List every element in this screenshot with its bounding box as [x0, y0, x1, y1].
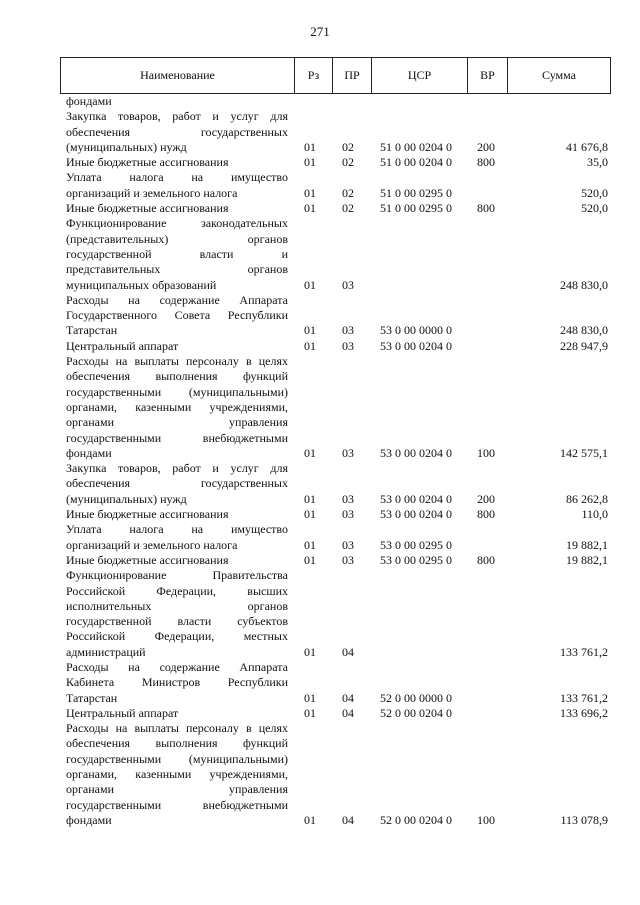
page-number: 271 — [310, 24, 330, 39]
row-name-line: Центральный аппарат — [66, 338, 179, 353]
row-name-line: представительных органов — [66, 262, 288, 277]
table-row — [0, 461, 640, 507]
row-name-line: государственными (муниципальными) — [66, 751, 288, 766]
row-vr: 100 — [477, 445, 495, 460]
row-pr: 03 — [342, 537, 354, 552]
row-name-line: Закупка товаров, работ и услуг для — [66, 109, 288, 124]
row-sum: 520,0 — [581, 201, 608, 216]
table-row — [0, 522, 640, 553]
row-name-line: органами, казенными учреждениями, — [66, 399, 288, 414]
row-sum: 248 830,0 — [560, 277, 608, 292]
row-csr: 53 0 00 0204 0 — [380, 507, 452, 522]
header-pr: ПР — [332, 58, 371, 93]
row-name-line: государственной власти субъектов — [66, 614, 288, 629]
row-name-line: Иные бюджетные ассигнования — [66, 507, 229, 522]
row-rz: 01 — [304, 185, 316, 200]
table-row — [0, 660, 640, 706]
row-pr: 03 — [342, 277, 354, 292]
row-name-line: органами, казенными учреждениями, — [66, 767, 288, 782]
row-csr: 53 0 00 0000 0 — [380, 323, 452, 338]
row-name-line: Расходы на выплаты персоналу в целях — [66, 354, 288, 369]
row-name — [66, 553, 288, 568]
row-csr: 51 0 00 0295 0 — [380, 201, 452, 216]
row-vr: 200 — [477, 491, 495, 506]
table-row — [0, 507, 640, 522]
table-row — [0, 155, 640, 170]
row-pr: 04 — [342, 644, 354, 659]
row-pr: 02 — [342, 155, 354, 170]
row-name-line: Центральный аппарат — [66, 705, 179, 720]
row-pr: 03 — [342, 552, 354, 567]
row-pr: 03 — [342, 338, 354, 353]
row-name — [66, 339, 288, 354]
row-name — [66, 170, 288, 201]
row-sum: 133 696,2 — [560, 705, 608, 720]
row-sum: 248 830,0 — [560, 323, 608, 338]
row-name-line: Кабинета Министров Республики — [66, 675, 288, 690]
row-csr: 53 0 00 0295 0 — [380, 537, 452, 552]
row-rz: 01 — [304, 690, 316, 705]
row-vr: 800 — [477, 155, 495, 170]
row-rz: 01 — [304, 338, 316, 353]
row-sum: 142 575,1 — [560, 445, 608, 460]
row-vr: 200 — [477, 139, 495, 154]
row-name-line: Закупка товаров, работ и услуг для — [66, 461, 288, 476]
row-name-line: Татарстан — [66, 690, 118, 705]
row-name-line: Татарстан — [66, 323, 118, 338]
row-rz: 01 — [304, 812, 316, 827]
row-vr: 800 — [477, 507, 495, 522]
row-name — [66, 660, 288, 706]
row-rz: 01 — [304, 491, 316, 506]
header-sum: Сумма — [507, 58, 610, 93]
table-row — [0, 706, 640, 721]
row-pr: 02 — [342, 139, 354, 154]
row-rz: 01 — [304, 644, 316, 659]
row-name — [66, 721, 288, 828]
row-name — [66, 522, 288, 553]
table-row — [0, 721, 640, 828]
row-csr: 52 0 00 0204 0 — [380, 812, 452, 827]
row-pr: 03 — [342, 323, 354, 338]
table-row — [0, 354, 640, 461]
row-name-line: фондами — [66, 445, 112, 460]
row-sum: 19 882,1 — [566, 552, 608, 567]
row-name-line: Иные бюджетные ассигнования — [66, 552, 229, 567]
row-pr: 02 — [342, 185, 354, 200]
row-sum: 19 882,1 — [566, 537, 608, 552]
row-pr: 03 — [342, 445, 354, 460]
row-name-line: Государственного Совета Республики — [66, 308, 288, 323]
row-sum: 228 947,9 — [560, 338, 608, 353]
row-vr: 800 — [477, 201, 495, 216]
row-name-line: Российской Федерации, высших — [66, 583, 288, 598]
row-name-line: (муниципальных) нужд — [66, 139, 187, 154]
row-csr: 53 0 00 0204 0 — [380, 491, 452, 506]
row-vr: 100 — [477, 812, 495, 827]
table-header — [60, 57, 611, 94]
row-name-line: (представительных) органов — [66, 231, 288, 246]
row-name-line: фондами — [66, 812, 112, 827]
row-name-line: фондами — [66, 94, 112, 108]
row-name-line: администраций — [66, 644, 146, 659]
row-name — [66, 201, 288, 216]
row-name-line: Функционирование Правительства — [66, 568, 288, 583]
row-name-line: органами управления — [66, 415, 288, 430]
row-name-line: обеспечения выполнения функций — [66, 736, 288, 751]
row-sum: 110,0 — [581, 507, 608, 522]
row-pr: 03 — [342, 507, 354, 522]
row-rz: 01 — [304, 705, 316, 720]
table-row — [0, 293, 640, 339]
row-name-line: Российской Федерации, местных — [66, 629, 288, 644]
row-rz: 01 — [304, 277, 316, 292]
table-row — [0, 170, 640, 201]
row-vr: 800 — [477, 552, 495, 567]
row-name-line: Расходы на содержание Аппарата — [66, 292, 288, 307]
row-name-line: государственными внебюджетными — [66, 430, 288, 445]
row-name — [66, 706, 288, 721]
row-rz: 01 — [304, 507, 316, 522]
row-sum: 113 078,9 — [560, 812, 608, 827]
table-row — [0, 339, 640, 354]
row-sum: 520,0 — [581, 185, 608, 200]
row-csr: 53 0 00 0204 0 — [380, 445, 452, 460]
table-body — [0, 94, 640, 828]
row-csr: 53 0 00 0295 0 — [380, 552, 452, 567]
row-rz: 01 — [304, 537, 316, 552]
header-vr: ВР — [467, 58, 507, 93]
row-pr: 02 — [342, 201, 354, 216]
row-name-line: органами управления — [66, 782, 288, 797]
row-name — [66, 507, 288, 522]
row-rz: 01 — [304, 139, 316, 154]
row-rz: 01 — [304, 201, 316, 216]
row-csr: 51 0 00 0204 0 — [380, 155, 452, 170]
table-row — [0, 568, 640, 660]
row-sum: 133 761,2 — [560, 644, 608, 659]
row-name-line: Иные бюджетные ассигнования — [66, 201, 229, 216]
header-name: Наименование — [140, 68, 215, 82]
row-name-line: (муниципальных) нужд — [66, 491, 187, 506]
table-row — [0, 94, 640, 109]
row-name-line: исполнительных органов — [66, 598, 288, 613]
row-name-line: Уплата налога на имущество — [66, 522, 288, 537]
row-sum: 133 761,2 — [560, 690, 608, 705]
row-pr: 04 — [342, 812, 354, 827]
row-name — [66, 109, 288, 155]
row-name — [66, 216, 288, 292]
row-rz: 01 — [304, 552, 316, 567]
row-name-line: обеспечения государственных — [66, 124, 288, 139]
row-csr: 52 0 00 0204 0 — [380, 705, 452, 720]
row-rz: 01 — [304, 445, 316, 460]
row-name — [66, 461, 288, 507]
row-name-line: Расходы на содержание Аппарата — [66, 659, 288, 674]
row-name-line: организаций и земельного налога — [66, 185, 238, 200]
row-rz: 01 — [304, 155, 316, 170]
row-sum: 35,0 — [587, 155, 608, 170]
row-name — [66, 94, 288, 109]
row-name-line: Расходы на выплаты персоналу в целях — [66, 721, 288, 736]
row-name-line: государственной власти и — [66, 246, 288, 261]
row-csr: 51 0 00 0295 0 — [380, 185, 452, 200]
table-row — [0, 109, 640, 155]
table-row — [0, 201, 640, 216]
row-pr: 03 — [342, 491, 354, 506]
row-csr: 51 0 00 0204 0 — [380, 139, 452, 154]
row-pr: 04 — [342, 705, 354, 720]
header-csr: ЦСР — [371, 58, 467, 93]
row-sum: 86 262,8 — [566, 491, 608, 506]
row-sum: 41 676,8 — [566, 139, 608, 154]
row-name-line: обеспечения государственных — [66, 476, 288, 491]
row-name — [66, 568, 288, 660]
table-row — [0, 216, 640, 292]
row-name-line: Функционирование законодательных — [66, 216, 288, 231]
row-csr: 52 0 00 0000 0 — [380, 690, 452, 705]
row-name — [66, 354, 288, 461]
row-name-line: муниципальных образований — [66, 277, 217, 292]
row-name-line: государственными (муниципальными) — [66, 384, 288, 399]
row-name — [66, 293, 288, 339]
header-rz: Рз — [294, 58, 332, 93]
table-row — [0, 553, 640, 568]
row-name-line: Уплата налога на имущество — [66, 170, 288, 185]
row-name-line: государственными внебюджетными — [66, 797, 288, 812]
row-pr: 04 — [342, 690, 354, 705]
row-csr: 53 0 00 0204 0 — [380, 338, 452, 353]
row-name-line: Иные бюджетные ассигнования — [66, 155, 229, 170]
row-name-line: обеспечения выполнения функций — [66, 369, 288, 384]
row-name-line: организаций и земельного налога — [66, 537, 238, 552]
row-name — [66, 155, 288, 170]
row-rz: 01 — [304, 323, 316, 338]
